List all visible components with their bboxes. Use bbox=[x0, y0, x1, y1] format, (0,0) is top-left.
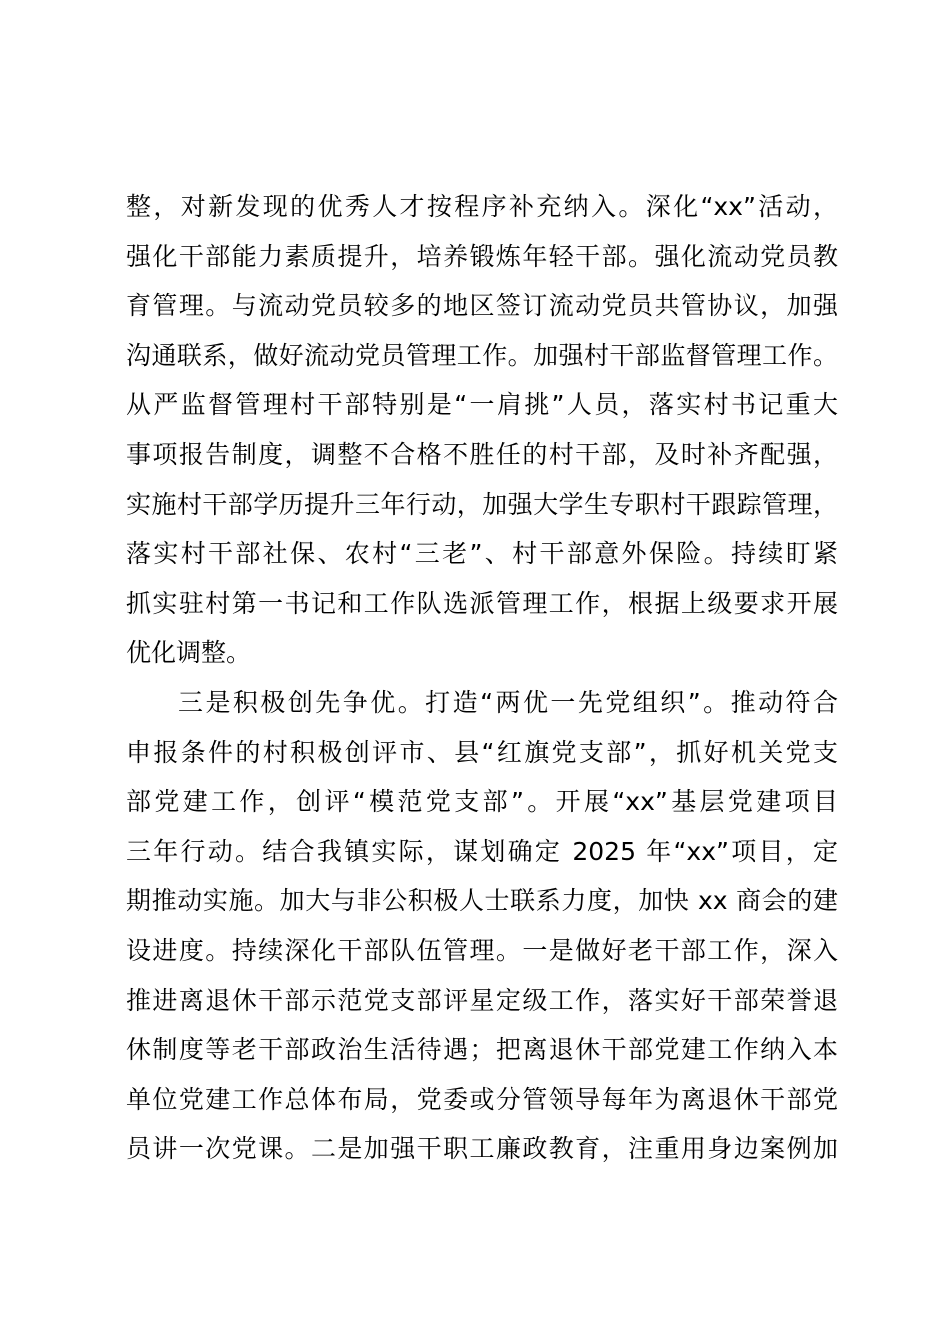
paragraph-start-line: 三是积极创先争优。打造“两优一先党组织”。推动符合 bbox=[178, 687, 838, 717]
text-line: 期推动实施。加大与非公积极人士联系力度，加快 xx 商会的建 bbox=[126, 886, 838, 916]
text-line: 优化调整。 bbox=[126, 638, 252, 668]
text-line: 落实村干部社保、农村“三老”、村干部意外保险。持续盯紧 bbox=[126, 539, 838, 569]
text-line: 育管理。与流动党员较多的地区签订流动党员共管协议，加强 bbox=[126, 291, 838, 321]
text-line: 单位党建工作总体布局，党委或分管领导每年为离退休干部党 bbox=[126, 1084, 838, 1114]
text-line: 从严监督管理村干部特别是“一肩挑”人员，落实村书记重大 bbox=[126, 390, 838, 420]
text-line: 申报条件的村积极创评市、县“红旗党支部”，抓好机关党支 bbox=[126, 737, 838, 767]
text-line: 沟通联系，做好流动党员管理工作。加强村干部监督管理工作。 bbox=[126, 340, 838, 370]
text-line: 实施村干部学历提升三年行动，加强大学生专职村干跟踪管理， bbox=[126, 489, 838, 519]
text-line: 强化干部能力素质提升，培养锻炼年轻干部。强化流动党员教 bbox=[126, 241, 838, 271]
text-line: 员讲一次党课。二是加强干职工廉政教育，注重用身边案例加 bbox=[126, 1134, 838, 1164]
text-line: 三年行动。结合我镇实际，谋划确定 2025 年“xx”项目，定 bbox=[126, 836, 838, 866]
text-line: 设进度。持续深化干部队伍管理。一是做好老干部工作，深入 bbox=[126, 935, 838, 965]
text-line: 推进离退休干部示范党支部评星定级工作，落实好干部荣誉退 bbox=[126, 985, 838, 1015]
text-line: 抓实驻村第一书记和工作队选派管理工作，根据上级要求开展 bbox=[126, 588, 838, 618]
text-line: 休制度等老干部政治生活待遇；把离退休干部党建工作纳入本 bbox=[126, 1035, 838, 1065]
body-text bbox=[126, 182, 838, 1174]
text-line: 部党建工作，创评“模范党支部”。开展“xx”基层党建项目 bbox=[126, 787, 838, 817]
text-line: 事项报告制度，调整不合格不胜任的村干部，及时补齐配强， bbox=[126, 439, 838, 469]
text-line: 整，对新发现的优秀人才按程序补充纳入。深化“xx”活动， bbox=[126, 192, 838, 221]
